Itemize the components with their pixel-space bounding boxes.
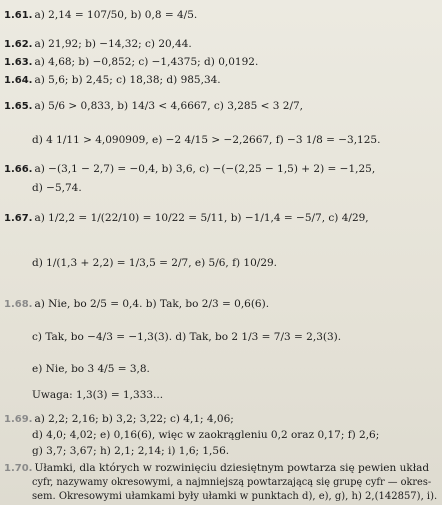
answer-line-20 (32, 490, 437, 503)
answer-line-4 (4, 74, 221, 87)
answer-line-19 (32, 476, 431, 489)
answer-text: c) Tak, bo −4/3 = −1,3(3). d) Tak, bo 2 1/3 = 7/3 = 2,3(3). (32, 331, 342, 343)
answer-text: a) Nie, bo 2/5 = 0,4. b) Tak, bo 2/3 = 0,6(6). (34, 298, 270, 310)
answer-text: g) 3,7; 3,67; h) 2,1; 2,14; i) 1,6; 1,56. (32, 445, 230, 457)
answer-text: a) 1/2,2 = 1/(22/10) = 10/22 = 5/11, b) −1/1,4 = −5/7, c) 4/29, (34, 212, 369, 224)
exercise-number: 1.68. (4, 299, 33, 310)
answer-text: d) 1/(1,3 + 2,2) = 1/3,5 = 2/7, e) 5/6, f) 10/29. (32, 257, 278, 269)
answer-text: Uwaga: 1,3(3) = 1,333... (32, 389, 164, 401)
answer-text: d) 4,0; 4,02; e) 0,16(6), więc w zaokrągleniu 0,2 oraz 0,17; f) 2,6; (32, 429, 380, 441)
answer-text: a) 2,2; 2,16; b) 3,2; 3,22; c) 4,1; 4,06; (34, 413, 234, 425)
answer-line-15 (4, 413, 234, 426)
answer-text: a) 5/6 > 0,833, b) 14/3 < 4,6667, c) 3,285 < 3 2/7, (34, 100, 304, 112)
exercise-number: 1.62. (4, 39, 33, 50)
answer-line-11 (4, 298, 269, 311)
answer-line-14 (32, 389, 163, 402)
answer-text: a) 21,92; b) −14,32; c) 20,44. (34, 38, 192, 50)
answer-line-2 (4, 38, 192, 51)
answer-text: a) 5,6; b) 2,45; c) 18,38; d) 985,34. (34, 74, 221, 86)
answer-line-3 (4, 56, 258, 69)
exercise-number: 1.70. (4, 463, 33, 474)
exercise-number: 1.65. (4, 101, 33, 112)
exercise-number: 1.63. (4, 57, 33, 68)
answer-text: e) Nie, bo 3 4/5 = 3,8. (32, 363, 150, 375)
answer-line-9 (4, 212, 369, 225)
answer-line-13 (32, 363, 150, 376)
exercise-number: 1.66. (4, 164, 33, 175)
answer-text: a) 2,14 = 107/50, b) 0,8 = 4/5. (34, 9, 198, 21)
answer-text: d) 4 1/11 > 4,090909, e) −2 4/15 > −2,2667, f) −3 1/8 = −3,125. (32, 134, 381, 146)
answer-text: a) 4,68; b) −0,852; c) −1,4375; d) 0,0192. (34, 56, 259, 68)
answer-line-8 (32, 182, 82, 195)
answer-line-6 (32, 134, 380, 147)
answer-line-7 (4, 163, 375, 176)
exercise-number: 1.61. (4, 10, 33, 21)
exercise-number: 1.69. (4, 414, 33, 425)
exercise-number: 1.67. (4, 213, 33, 224)
answer-text: sem. Okresowymi ułamkami były ułamki w punktach d), e), g), h) 2,(142857), i). (32, 491, 438, 502)
answer-line-12 (32, 331, 341, 344)
answer-text: Ułamki, dla których w rozwinięciu dziesiętnym powtarza się pewien układ (34, 462, 430, 474)
exercise-number: 1.64. (4, 75, 33, 86)
answer-text: a) −(3,1 − 2,7) = −0,4, b) 3,6, c) −(−(2,25 − 1,5) + 2) = −1,25, (34, 163, 376, 175)
answer-text: d) −5,74. (32, 182, 82, 194)
answer-line-18 (4, 462, 429, 475)
answer-text: cyfr, nazywamy okresowymi, a najmniejszą powtarzającą się grupę cyfr — okres- (32, 477, 432, 488)
answer-line-16 (32, 429, 379, 442)
answer-line-10 (32, 257, 277, 270)
answer-line-5 (4, 100, 303, 113)
answer-line-1 (4, 9, 197, 22)
answer-line-17 (32, 445, 229, 458)
